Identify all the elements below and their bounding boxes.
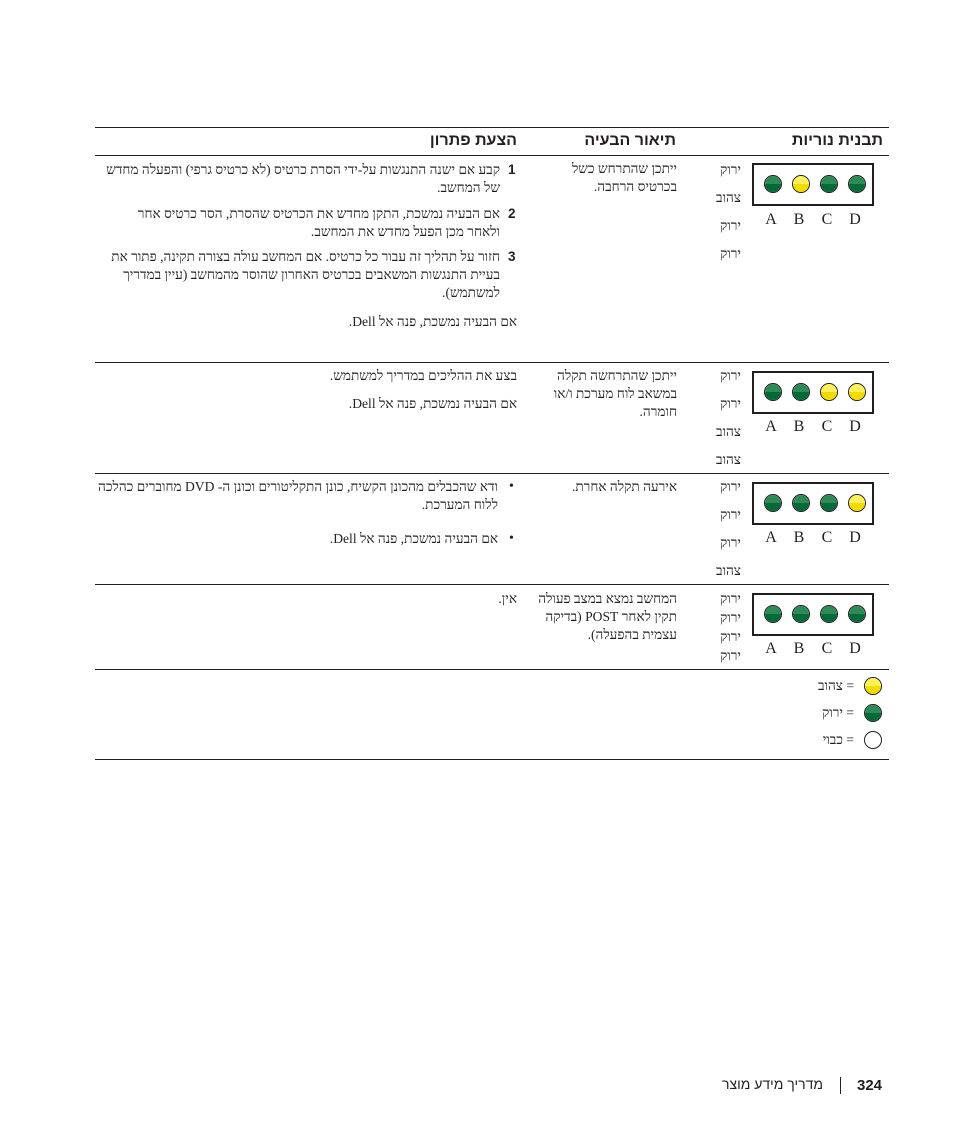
green-light-icon (764, 605, 782, 623)
row-divider (95, 473, 889, 474)
light-letter-b: B (793, 211, 805, 228)
bullet-text: ודא שהכבלים מהכונן הקשיח, כונן התקליטורים וכונן ה- DVD מחוברים כהלכה ללוח המערכת. (98, 479, 498, 512)
led-color-label: ירוק (720, 246, 741, 261)
light-letter-d: D (849, 418, 861, 435)
led-color-label: צהוב (716, 452, 741, 467)
led-color-label: ירוק (720, 648, 741, 663)
green-light-icon (848, 605, 866, 623)
green-light-icon (792, 383, 810, 401)
led-color-label: ירוק (720, 479, 741, 494)
green-light-icon (764, 383, 782, 401)
green-light-icon (764, 494, 782, 512)
led-color-label: ירוק (720, 507, 741, 522)
led-color-label: ירוק (720, 629, 741, 644)
light-letter-b: B (793, 529, 805, 546)
led-color-label: צהוב (716, 563, 741, 578)
light-letter-a: A (765, 211, 777, 228)
led-color-label: ירוק (720, 535, 741, 550)
header-problem-description: תיאור הבעיה (584, 132, 676, 149)
led-color-label: ירוק (720, 591, 741, 606)
row-divider (95, 584, 889, 585)
green-light-icon (820, 175, 838, 193)
contact-dell-note: אם הבעיה נמשכת, פנה אל Dell. (348, 396, 517, 411)
light-letter-d: D (849, 211, 861, 228)
legend-label: = ירוק (821, 705, 854, 720)
step-text: חזור על תהליך זה עבור כל כרטיס. אם המחשב עולה בצורה תקינה, פתור את בעיית התנגשות המשאבים בכרטיס האחרון שהוסר מהמחשב (עיין במדריך למשתמש). (111, 249, 500, 300)
row-divider (95, 362, 889, 363)
diagnostic-light-letters (752, 418, 874, 438)
yellow-light-icon (848, 494, 866, 512)
diagnostic-light-letters (752, 529, 874, 549)
green-light-icon (792, 494, 810, 512)
problem-description: אירעה תקלה אחרת. (571, 479, 677, 494)
step-number: 1 (508, 162, 516, 177)
diagnostic-light-letters (752, 211, 874, 231)
problem-description: ייתכן שהתרחשה תקלה במשאב לוח מערכת ו/או חומרה. (553, 368, 677, 419)
legend-label: = כבוי (822, 732, 854, 747)
legend-label: = צהוב (817, 678, 854, 693)
header-light-pattern: תבנית נוריות (791, 132, 883, 149)
led-color-label: צהוב (716, 424, 741, 439)
light-letter-d: D (849, 529, 861, 546)
light-letter-a: A (765, 529, 777, 546)
table-top-rule (95, 127, 889, 128)
light-letter-c: C (821, 529, 833, 546)
led-color-label: ירוק (720, 396, 741, 411)
solution-text: אין. (498, 591, 517, 606)
yellow-light-icon (792, 175, 810, 193)
yellow-light-icon (820, 383, 838, 401)
page-number: 324 (857, 1077, 883, 1094)
legend-green (802, 703, 886, 723)
step-text: אם הבעיה נמשכת, התקן מחדש את הכרטיס שהסרת, הסר כרטיס אחר ולאחר מכן הפעל מחדש את המחשב. (137, 206, 500, 239)
light-letter-b: B (793, 418, 805, 435)
green-light-icon (764, 175, 782, 193)
light-letter-c: C (821, 418, 833, 435)
led-color-label: ירוק (720, 162, 741, 177)
green-light-icon (820, 605, 838, 623)
footer-title: מדריך מידע מוצר (722, 1076, 823, 1092)
green-light-icon (792, 605, 810, 623)
problem-description: המחשב נמצא במצב פעולה תקין לאחר POST (בדיקה עצמית בהפעלה). (538, 591, 677, 642)
light-letter-b: B (793, 640, 805, 657)
step-number: 2 (508, 206, 516, 221)
solution-line: בצע את ההליכים במדריך למשתמש. (329, 368, 517, 383)
legend-yellow (802, 676, 886, 696)
light-letter-c: C (821, 211, 833, 228)
light-letter-a: A (765, 640, 777, 657)
green-light-icon (864, 704, 882, 722)
table-header-rule (95, 155, 889, 156)
light-letter-d: D (849, 640, 861, 657)
bullet: • (509, 479, 514, 494)
diagnostic-light-letters (752, 640, 874, 660)
off-light-icon (864, 731, 882, 749)
bullet: • (509, 531, 514, 546)
diagnostic-lights-panel (752, 371, 874, 414)
yellow-light-icon (864, 677, 882, 695)
footer-separator (840, 1077, 841, 1094)
green-light-icon (820, 494, 838, 512)
diagnostic-lights-panel (752, 593, 874, 636)
diagnostic-lights-panel (752, 482, 874, 525)
step-text: קבע אם ישנה התנגשות על-ידי הסרת כרטיס (לא כרטיס גרפי) והפעלה מחדש של המחשב. (106, 162, 500, 195)
bullet-text: אם הבעיה נמשכת, פנה אל Dell. (329, 531, 498, 546)
contact-dell-note: אם הבעיה נמשכת, פנה אל Dell. (348, 314, 517, 329)
table-bottom-rule (95, 759, 889, 760)
led-color-label: ירוק (720, 610, 741, 625)
yellow-light-icon (848, 383, 866, 401)
header-suggested-resolution: הצעת פתרון (429, 132, 517, 149)
green-light-icon (848, 175, 866, 193)
step-number: 3 (508, 249, 516, 264)
row-divider (95, 669, 889, 670)
light-letter-c: C (821, 640, 833, 657)
led-color-label: צהוב (716, 190, 741, 205)
light-letter-a: A (765, 418, 777, 435)
diagnostic-lights-panel (752, 163, 874, 206)
led-color-label: ירוק (720, 368, 741, 383)
legend-off (802, 730, 886, 750)
problem-description: ייתכן שהתרחש כשל בכרטיס הרחבה. (571, 161, 677, 194)
led-color-label: ירוק (720, 218, 741, 233)
